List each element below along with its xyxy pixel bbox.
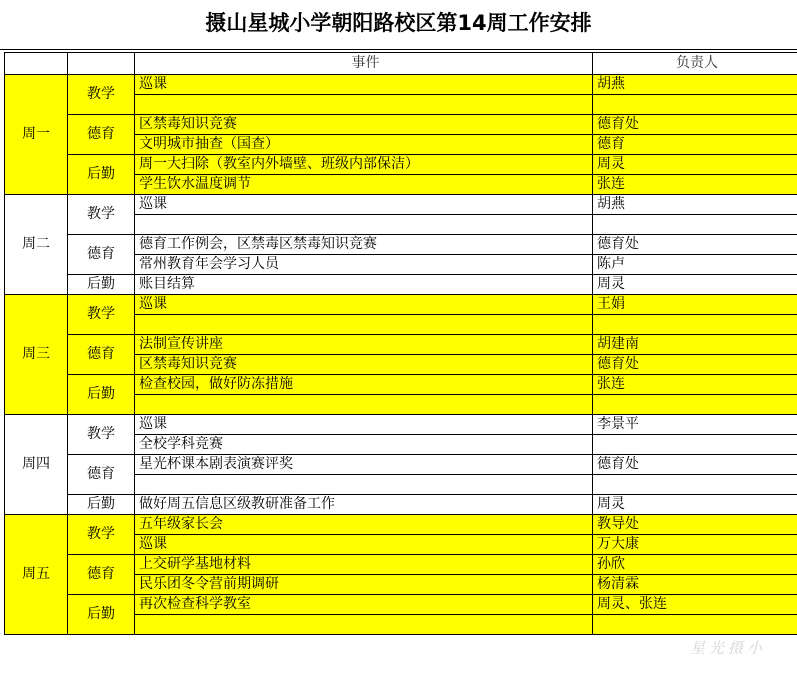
event-cell: 账目结算 xyxy=(135,275,593,295)
event-cell: 文明城市抽查（国查） xyxy=(135,135,593,155)
event-cell xyxy=(135,615,593,635)
event-cell: 上交研学基地材料 xyxy=(135,555,593,575)
event-cell: 巡课 xyxy=(135,295,593,315)
category-cell: 后勤 xyxy=(68,495,135,515)
person-cell xyxy=(593,95,797,115)
table-row xyxy=(5,515,797,535)
watermark: 星光摄小 xyxy=(690,639,767,657)
day-cell: 周五 xyxy=(5,515,68,635)
event-cell xyxy=(135,475,593,495)
category-cell: 教学 xyxy=(68,195,135,235)
day-cell: 周一 xyxy=(5,75,68,195)
table-row xyxy=(5,75,797,95)
table-row xyxy=(5,455,797,475)
person-cell: 德育处 xyxy=(593,235,797,255)
table-row xyxy=(5,495,797,515)
person-cell: 张连 xyxy=(593,375,797,395)
person-cell xyxy=(593,315,797,335)
person-cell: 周灵 xyxy=(593,275,797,295)
person-cell: 德育 xyxy=(593,135,797,155)
event-cell: 做好周五信息区级教研准备工作 xyxy=(135,495,593,515)
header-category-cell xyxy=(68,53,135,75)
event-cell xyxy=(135,395,593,415)
table-row xyxy=(5,275,797,295)
category-cell: 后勤 xyxy=(68,595,135,635)
person-cell xyxy=(593,435,797,455)
person-cell xyxy=(593,215,797,235)
event-cell: 全校学科竞赛 xyxy=(135,435,593,455)
person-cell: 周灵 xyxy=(593,155,797,175)
event-cell: 巡课 xyxy=(135,195,593,215)
day-cell: 周三 xyxy=(5,295,68,415)
person-cell: 德育处 xyxy=(593,355,797,375)
person-cell: 胡建南 xyxy=(593,335,797,355)
category-cell: 教学 xyxy=(68,295,135,335)
table-row xyxy=(5,375,797,395)
table-row xyxy=(5,595,797,615)
person-cell: 杨清霖 xyxy=(593,575,797,595)
person-cell: 教导处 xyxy=(593,515,797,535)
table-row xyxy=(5,115,797,135)
event-cell: 学生饮水温度调节 xyxy=(135,175,593,195)
event-cell: 民乐团冬令营前期调研 xyxy=(135,575,593,595)
schedule-table xyxy=(4,52,797,635)
person-cell: 德育处 xyxy=(593,115,797,135)
category-cell: 后勤 xyxy=(68,155,135,195)
category-cell: 后勤 xyxy=(68,275,135,295)
event-cell: 法制宣传讲座 xyxy=(135,335,593,355)
person-cell: 胡燕 xyxy=(593,195,797,215)
schedule-body xyxy=(5,75,797,635)
person-cell: 德育处 xyxy=(593,455,797,475)
event-cell: 再次检查科学教室 xyxy=(135,595,593,615)
table-row xyxy=(5,295,797,315)
person-cell: 周灵、张连 xyxy=(593,595,797,615)
category-cell: 教学 xyxy=(68,415,135,455)
header-day-cell xyxy=(5,53,68,75)
person-cell: 王娟 xyxy=(593,295,797,315)
person-cell: 张连 xyxy=(593,175,797,195)
event-cell: 德育工作例会，区禁毒区禁毒知识竞赛 xyxy=(135,235,593,255)
header-row xyxy=(5,53,797,75)
event-cell xyxy=(135,95,593,115)
event-cell: 巡课 xyxy=(135,75,593,95)
event-cell xyxy=(135,215,593,235)
event-cell: 区禁毒知识竞赛 xyxy=(135,115,593,135)
table-row xyxy=(5,415,797,435)
person-cell: 陈卢 xyxy=(593,255,797,275)
person-cell: 孙欣 xyxy=(593,555,797,575)
event-cell xyxy=(135,315,593,335)
event-cell: 五年级家长会 xyxy=(135,515,593,535)
table-row xyxy=(5,335,797,355)
day-cell: 周二 xyxy=(5,195,68,295)
person-cell: 胡燕 xyxy=(593,75,797,95)
person-cell: 周灵 xyxy=(593,495,797,515)
header-event: 事件 xyxy=(135,53,593,75)
category-cell: 德育 xyxy=(68,335,135,375)
table-row xyxy=(5,155,797,175)
event-cell: 巡课 xyxy=(135,535,593,555)
event-cell: 周一大扫除（教室内外墙壁、班级内部保洁） xyxy=(135,155,593,175)
day-cell: 周四 xyxy=(5,415,68,515)
table-row xyxy=(5,195,797,215)
table-row xyxy=(5,235,797,255)
category-cell: 教学 xyxy=(68,515,135,555)
event-cell: 星光杯课本剧表演赛评奖 xyxy=(135,455,593,475)
category-cell: 后勤 xyxy=(68,375,135,415)
table-row xyxy=(5,555,797,575)
category-cell: 德育 xyxy=(68,115,135,155)
person-cell: 李景平 xyxy=(593,415,797,435)
person-cell xyxy=(593,395,797,415)
category-cell: 德育 xyxy=(68,455,135,495)
category-cell: 德育 xyxy=(68,555,135,595)
person-cell xyxy=(593,615,797,635)
event-cell: 常州教育年会学习人员 xyxy=(135,255,593,275)
person-cell xyxy=(593,475,797,495)
event-cell: 检查校园，做好防冻措施 xyxy=(135,375,593,395)
person-cell: 万大康 xyxy=(593,535,797,555)
header-person: 负责人 xyxy=(593,53,797,75)
event-cell: 区禁毒知识竞赛 xyxy=(135,355,593,375)
page-title: 摄山星城小学朝阳路校区第14周工作安排 xyxy=(0,0,797,50)
category-cell: 德育 xyxy=(68,235,135,275)
event-cell: 巡课 xyxy=(135,415,593,435)
category-cell: 教学 xyxy=(68,75,135,115)
